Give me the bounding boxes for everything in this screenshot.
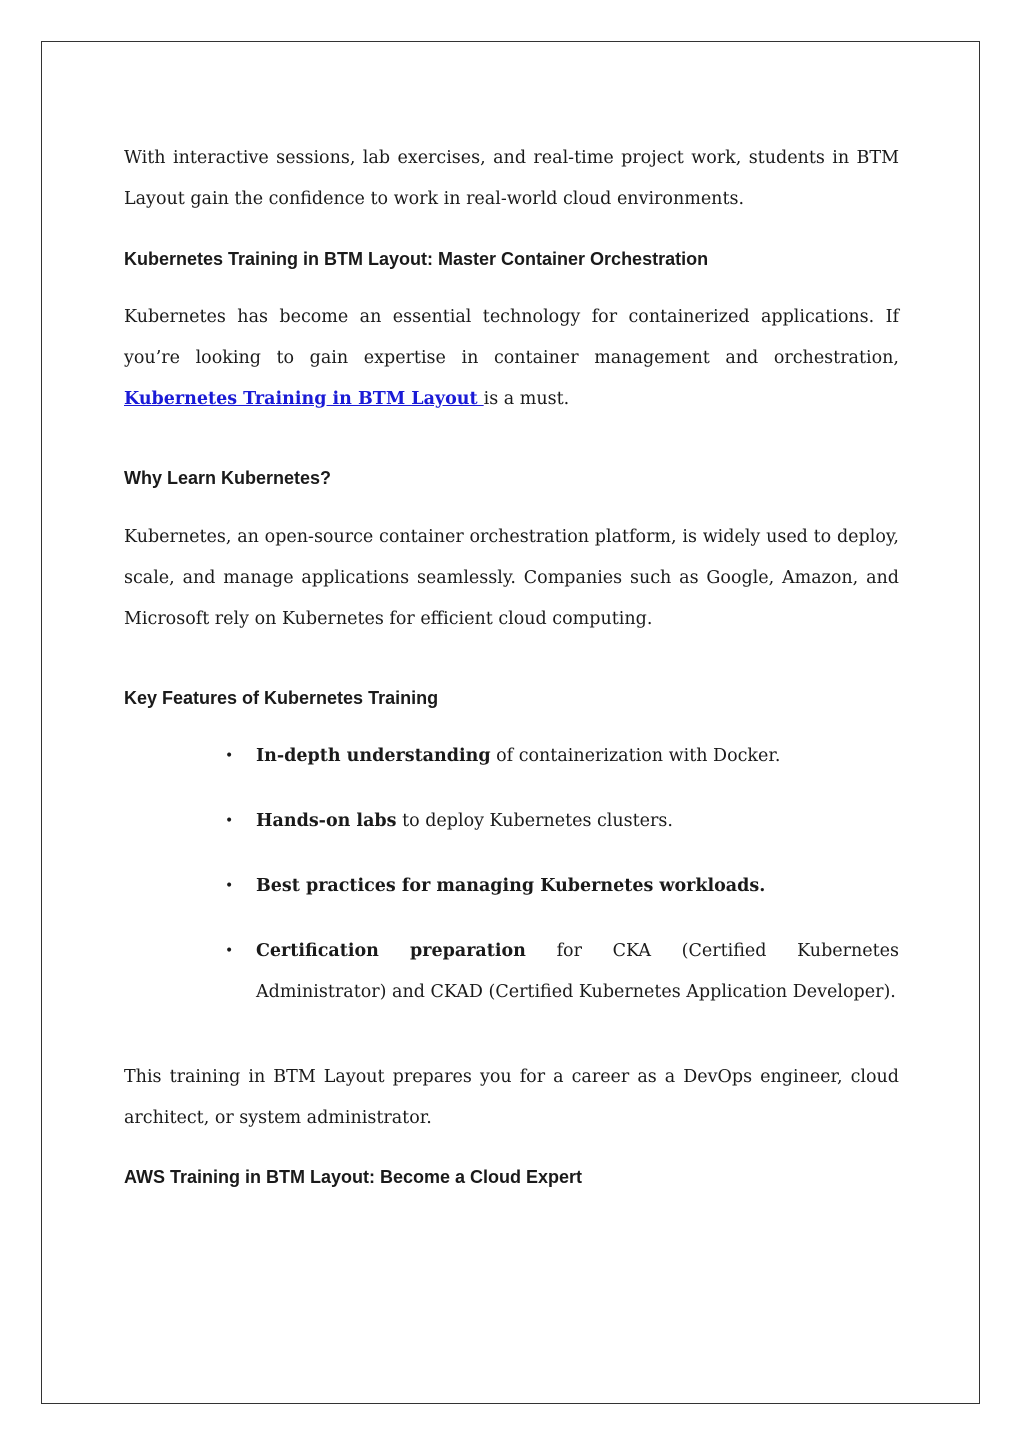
feature-bold: Best practices for managing Kubernetes workloads. (256, 876, 766, 896)
aws-heading: AWS Training in BTM Layout: Become a Cloud Expert (124, 1167, 583, 1187)
career-paragraph: This training in BTM Layout prepares you for a career as a DevOps engineer, cloud architect, or system administrator. (124, 1067, 899, 1128)
bullet-icon: • (225, 878, 234, 894)
list-item (124, 736, 899, 777)
document-content (124, 138, 899, 1188)
kubernetes-paragraph-text: Kubernetes has become an essential technology for containerized applications. If you’re looking to gain expertise in container management and orchestration, (124, 307, 899, 368)
features-list (124, 736, 899, 1013)
kubernetes-training-link[interactable]: Kubernetes Training in BTM Layout (124, 389, 484, 409)
kubernetes-paragraph (124, 297, 899, 420)
feature-text: for CKA (Certified Kubernetes Administrator) and CKAD (Certified Kubernetes Application Developer). (256, 941, 899, 1002)
feature-bold: In-depth understanding (256, 746, 491, 766)
feature-text: to deploy Kubernetes clusters. (396, 811, 673, 831)
list-item (124, 801, 899, 842)
bullet-icon: • (225, 748, 234, 764)
bullet-icon: • (225, 813, 234, 829)
kubernetes-paragraph-tail: is a must. (483, 389, 570, 409)
feature-text: of containerization with Docker. (490, 746, 781, 766)
why-learn-heading: Why Learn Kubernetes? (124, 468, 332, 488)
why-learn-paragraph: Kubernetes, an open-source container orchestration platform, is widely used to deploy, scale, and manage applications seamlessly. Companies such as Google, Amazon, and Microsoft rely on Kubernetes for efficient cloud computing. (124, 527, 899, 629)
key-features-heading: Key Features of Kubernetes Training (124, 688, 439, 708)
bullet-icon: • (225, 943, 234, 959)
kubernetes-heading: Kubernetes Training in BTM Layout: Master Container Orchestration (124, 249, 709, 269)
list-item (124, 866, 899, 907)
feature-bold: Hands-on labs (256, 811, 397, 831)
feature-bold: Certification preparation (256, 941, 526, 961)
list-item (124, 931, 899, 1013)
intro-paragraph: With interactive sessions, lab exercises, and real-time project work, students in BTM Layout gain the confidence to work in real-world cloud environments. (124, 148, 899, 209)
